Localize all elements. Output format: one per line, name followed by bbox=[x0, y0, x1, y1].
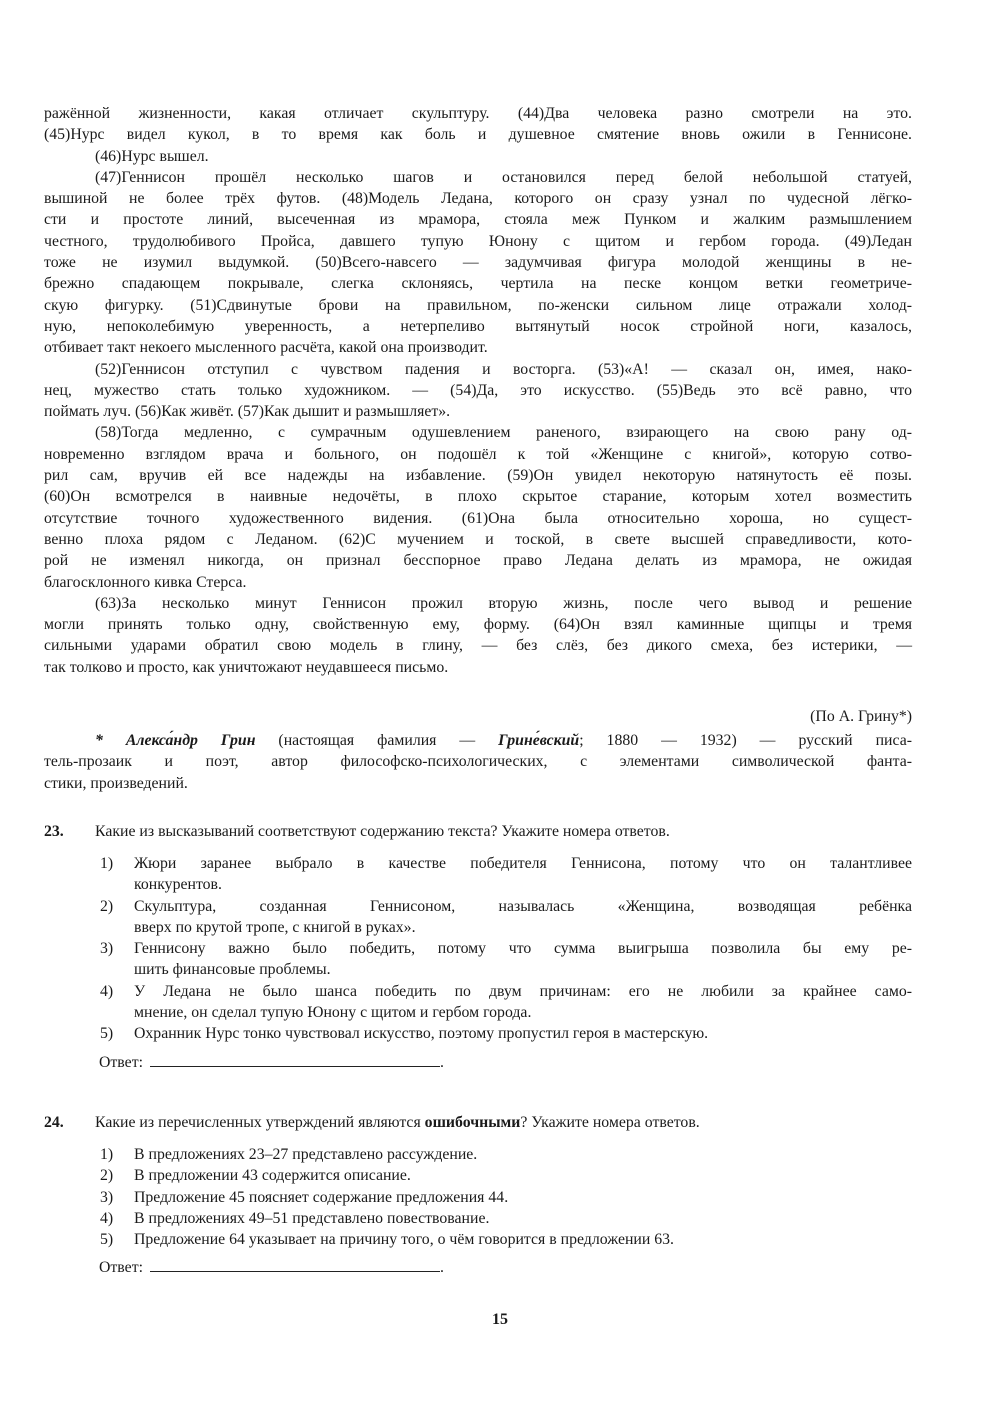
answer-option bbox=[44, 938, 912, 981]
paragraph bbox=[44, 593, 912, 678]
paragraph bbox=[44, 422, 912, 592]
answer-option bbox=[44, 896, 912, 939]
task-header bbox=[44, 1111, 912, 1135]
option-number: 4) bbox=[100, 982, 114, 1000]
text-line: новременно взглядом врача и больного, он подошёл к той «Женщине с книгой», которую сотво- bbox=[44, 445, 912, 463]
author-footnote bbox=[44, 730, 912, 794]
text-line: (63)За несколько минут Геннисон прожил вторую жизнь, после чего вывод и решение bbox=[95, 594, 912, 612]
paragraph bbox=[44, 167, 912, 359]
option-text: Геннисону важно было победить, потому что сумма выигрыша позволила бы ему ре- bbox=[134, 940, 912, 958]
question-text: ? Укажите номера ответов. bbox=[520, 1114, 700, 1131]
text-line: так толково и просто, как уничтожают неудавшееся письмо. bbox=[44, 658, 449, 676]
answer-end: . bbox=[439, 1259, 444, 1277]
answer-label: Ответ: bbox=[99, 1053, 143, 1071]
answer-option bbox=[44, 1208, 912, 1229]
option-number: 5) bbox=[100, 1025, 114, 1043]
task-23 bbox=[44, 820, 912, 1073]
text-line: рил сам, вручив ей все надежды на избавление. (59)Он увидел некоторую натянутость её позы. bbox=[44, 467, 912, 485]
answer-option bbox=[44, 1144, 912, 1165]
source-attribution: (По А. Грину*) bbox=[810, 708, 912, 725]
option-number: 1) bbox=[100, 855, 114, 872]
option-number: 3) bbox=[100, 1188, 114, 1206]
answer-option bbox=[44, 1229, 912, 1250]
answer-option bbox=[44, 1187, 912, 1208]
text-line: сильными ударами обратил свою модель в глину, — без слёз, без дикого смеха, без истерики, — bbox=[44, 637, 912, 655]
footnote-text: стики, произведений. bbox=[44, 774, 188, 792]
option-number: 5) bbox=[100, 1231, 114, 1249]
option-number: 3) bbox=[100, 940, 114, 958]
option-text: В предложениях 49–51 представлено повествование. bbox=[134, 1209, 490, 1227]
option-number: 2) bbox=[100, 1167, 114, 1185]
footnote-line bbox=[44, 773, 912, 794]
answer-blank bbox=[150, 1256, 440, 1272]
page-number: 15 bbox=[492, 1311, 508, 1328]
option-text: Охранник Нурс тонко чувствовал искусство, поэтому пропустил героя в мастерскую. bbox=[134, 1025, 709, 1043]
answer-line bbox=[44, 1256, 912, 1278]
question-text: Какие из перечисленных утверждений являются bbox=[95, 1114, 425, 1131]
answer-blank bbox=[150, 1051, 440, 1067]
footnote-text: тель-прозаик и поэт, автор философско-психологических, с элементами символической фанта- bbox=[44, 753, 912, 771]
option-text: Скульптура, созданная Геннисоном, называлась «Женщина, возводящая ребёнка bbox=[134, 897, 912, 915]
text-line: сти и простоте линий, высеченная из мрамора, стояла меж Пунком и жалким размышлением bbox=[44, 211, 912, 229]
text-line: поймать луч. (56)Как живёт. (57)Как дышит и размышляет». bbox=[44, 403, 451, 421]
emphasized-name: Грине́вский bbox=[498, 732, 580, 749]
option-text: мнение, он сделал тупую Юнону с щитом и гербом города. bbox=[134, 1004, 532, 1022]
answer-label: Ответ: bbox=[99, 1259, 143, 1277]
option-text: вверх по крутой тропе, с книгой в руках». bbox=[134, 918, 416, 936]
option-text: В предложении 43 содержится описание. bbox=[134, 1167, 411, 1185]
text-line: (46)Нурс вышел. bbox=[95, 147, 209, 165]
text-line: благосклонного кивка Стерса. bbox=[44, 573, 247, 591]
option-text: конкурентов. bbox=[134, 876, 222, 894]
footnote-line bbox=[44, 730, 912, 751]
answer-option bbox=[44, 1023, 912, 1044]
option-text: В предложениях 23–27 представлено рассуждение. bbox=[134, 1146, 478, 1163]
text-line: рой не изменял никогда, он признал бесспорное право Ледана делать из мрамора, не ожидая bbox=[44, 552, 912, 570]
footnote-text: (настоящая фамилия — bbox=[255, 732, 499, 749]
task-number: 24. bbox=[44, 1114, 64, 1131]
text-line: венно плоха рядом с Леданом. (62)С мучением и тоской, в свете высшей справедливости, кото- bbox=[44, 530, 912, 548]
answer-options bbox=[44, 853, 912, 1045]
option-text: У Ледана не было шанса победить по двум причинам: его не любили за крайнее само- bbox=[134, 982, 912, 1000]
paragraph bbox=[44, 359, 912, 423]
text-line: отсутствие точного художественного видения. (61)Она была относительно хороша, но сущест- bbox=[44, 509, 912, 527]
text-line: брежно спадающем покрывале, слегка склоняясь, чертила на песке концом ветки геометриче- bbox=[44, 275, 912, 293]
task-question bbox=[95, 820, 670, 844]
text-passage bbox=[44, 103, 912, 678]
text-line: ную, непоколебимую уверенность, а нетерпеливо вытянутый носок стройной ноги, казалось, bbox=[44, 317, 912, 335]
text-line: могли принять только одну, свойственную ему, форму. (64)Он взял каминные щипцы и тремя bbox=[44, 616, 912, 634]
answer-option bbox=[44, 853, 912, 896]
option-number: 2) bbox=[100, 897, 114, 915]
option-text: Предложение 64 указывает на причину того, о чём говорится в предложении 63. bbox=[134, 1231, 675, 1249]
text-line: нец, мужество стать только художником. — (54)Да, это искусство. (55)Ведь это всё равно, что bbox=[44, 381, 912, 399]
question-text: Какие из высказываний соответствуют содержанию текста? Укажите номера ответов. bbox=[95, 823, 670, 840]
paragraph bbox=[44, 146, 912, 167]
text-line: (58)Тогда медленно, с сумрачным одушевлением раненого, взирающего на свою рану од- bbox=[95, 424, 912, 442]
text-line: тоже не изумил выдумкой. (50)Всего-навсего — задумчивая фигура молодой женщины в не- bbox=[44, 254, 912, 272]
option-text: Предложение 45 поясняет содержание предложения 44. bbox=[134, 1188, 509, 1206]
paragraph bbox=[44, 103, 912, 146]
text-line: (45)Нурс видел кукол, в то время как боль и душевное смятение вновь ожили в Геннисоне. bbox=[44, 126, 912, 144]
text-line: (47)Геннисон прошёл несколько шагов и остановился перед белой небольшой статуей, bbox=[95, 168, 912, 186]
footnote-text: ; 1880 — 1932) — русский писа- bbox=[579, 732, 912, 749]
text-line: (52)Геннисон отступил с чувством падения и восторга. (53)«А! — сказал он, имея, нако- bbox=[95, 360, 912, 378]
answer-end: . bbox=[439, 1053, 444, 1071]
text-line: отбивает такт некоего мысленного расчёта, какой она производит. bbox=[44, 339, 488, 357]
option-number: 4) bbox=[100, 1209, 114, 1227]
text-line: вышиной не более трёх футов. (48)Модель Ледана, которого он сразу узнал по чудесной лёгко- bbox=[44, 190, 912, 208]
answer-line bbox=[44, 1051, 912, 1073]
text-line: ражённой жизненности, какая отличает скульптуру. (44)Два человека разно смотрели на это. bbox=[44, 105, 912, 122]
task-24 bbox=[44, 1111, 912, 1278]
text-line: (60)Он всмотрелся в наивные недочёты, в плохо скрытое старание, которым хотел возместить bbox=[44, 488, 912, 506]
text-line: честного, трудолюбивого Пройса, давшего тупую Юнону с щитом и гербом города. (49)Ледан bbox=[44, 232, 912, 250]
task-question bbox=[95, 1111, 700, 1135]
answer-options bbox=[44, 1144, 912, 1250]
option-text: шить финансовые проблемы. bbox=[134, 961, 331, 979]
option-text: Жюри заранее выбрало в качестве победителя Геннисона, потому что он талантливее bbox=[134, 855, 912, 872]
footnote-line bbox=[44, 751, 912, 772]
option-number: 1) bbox=[100, 1146, 114, 1163]
emphasized-word: ошибочными bbox=[424, 1114, 521, 1131]
text-line: скую фигурку. (51)Сдвинутые брови на правильном, по-женски сильном лице отражали холод- bbox=[44, 296, 912, 314]
emphasized-name: Алекса́ндр Грин bbox=[125, 732, 256, 749]
emphasized-name: * bbox=[95, 732, 126, 749]
task-number: 23. bbox=[44, 823, 64, 840]
answer-option bbox=[44, 981, 912, 1024]
answer-option bbox=[44, 1165, 912, 1186]
task-header bbox=[44, 820, 912, 844]
